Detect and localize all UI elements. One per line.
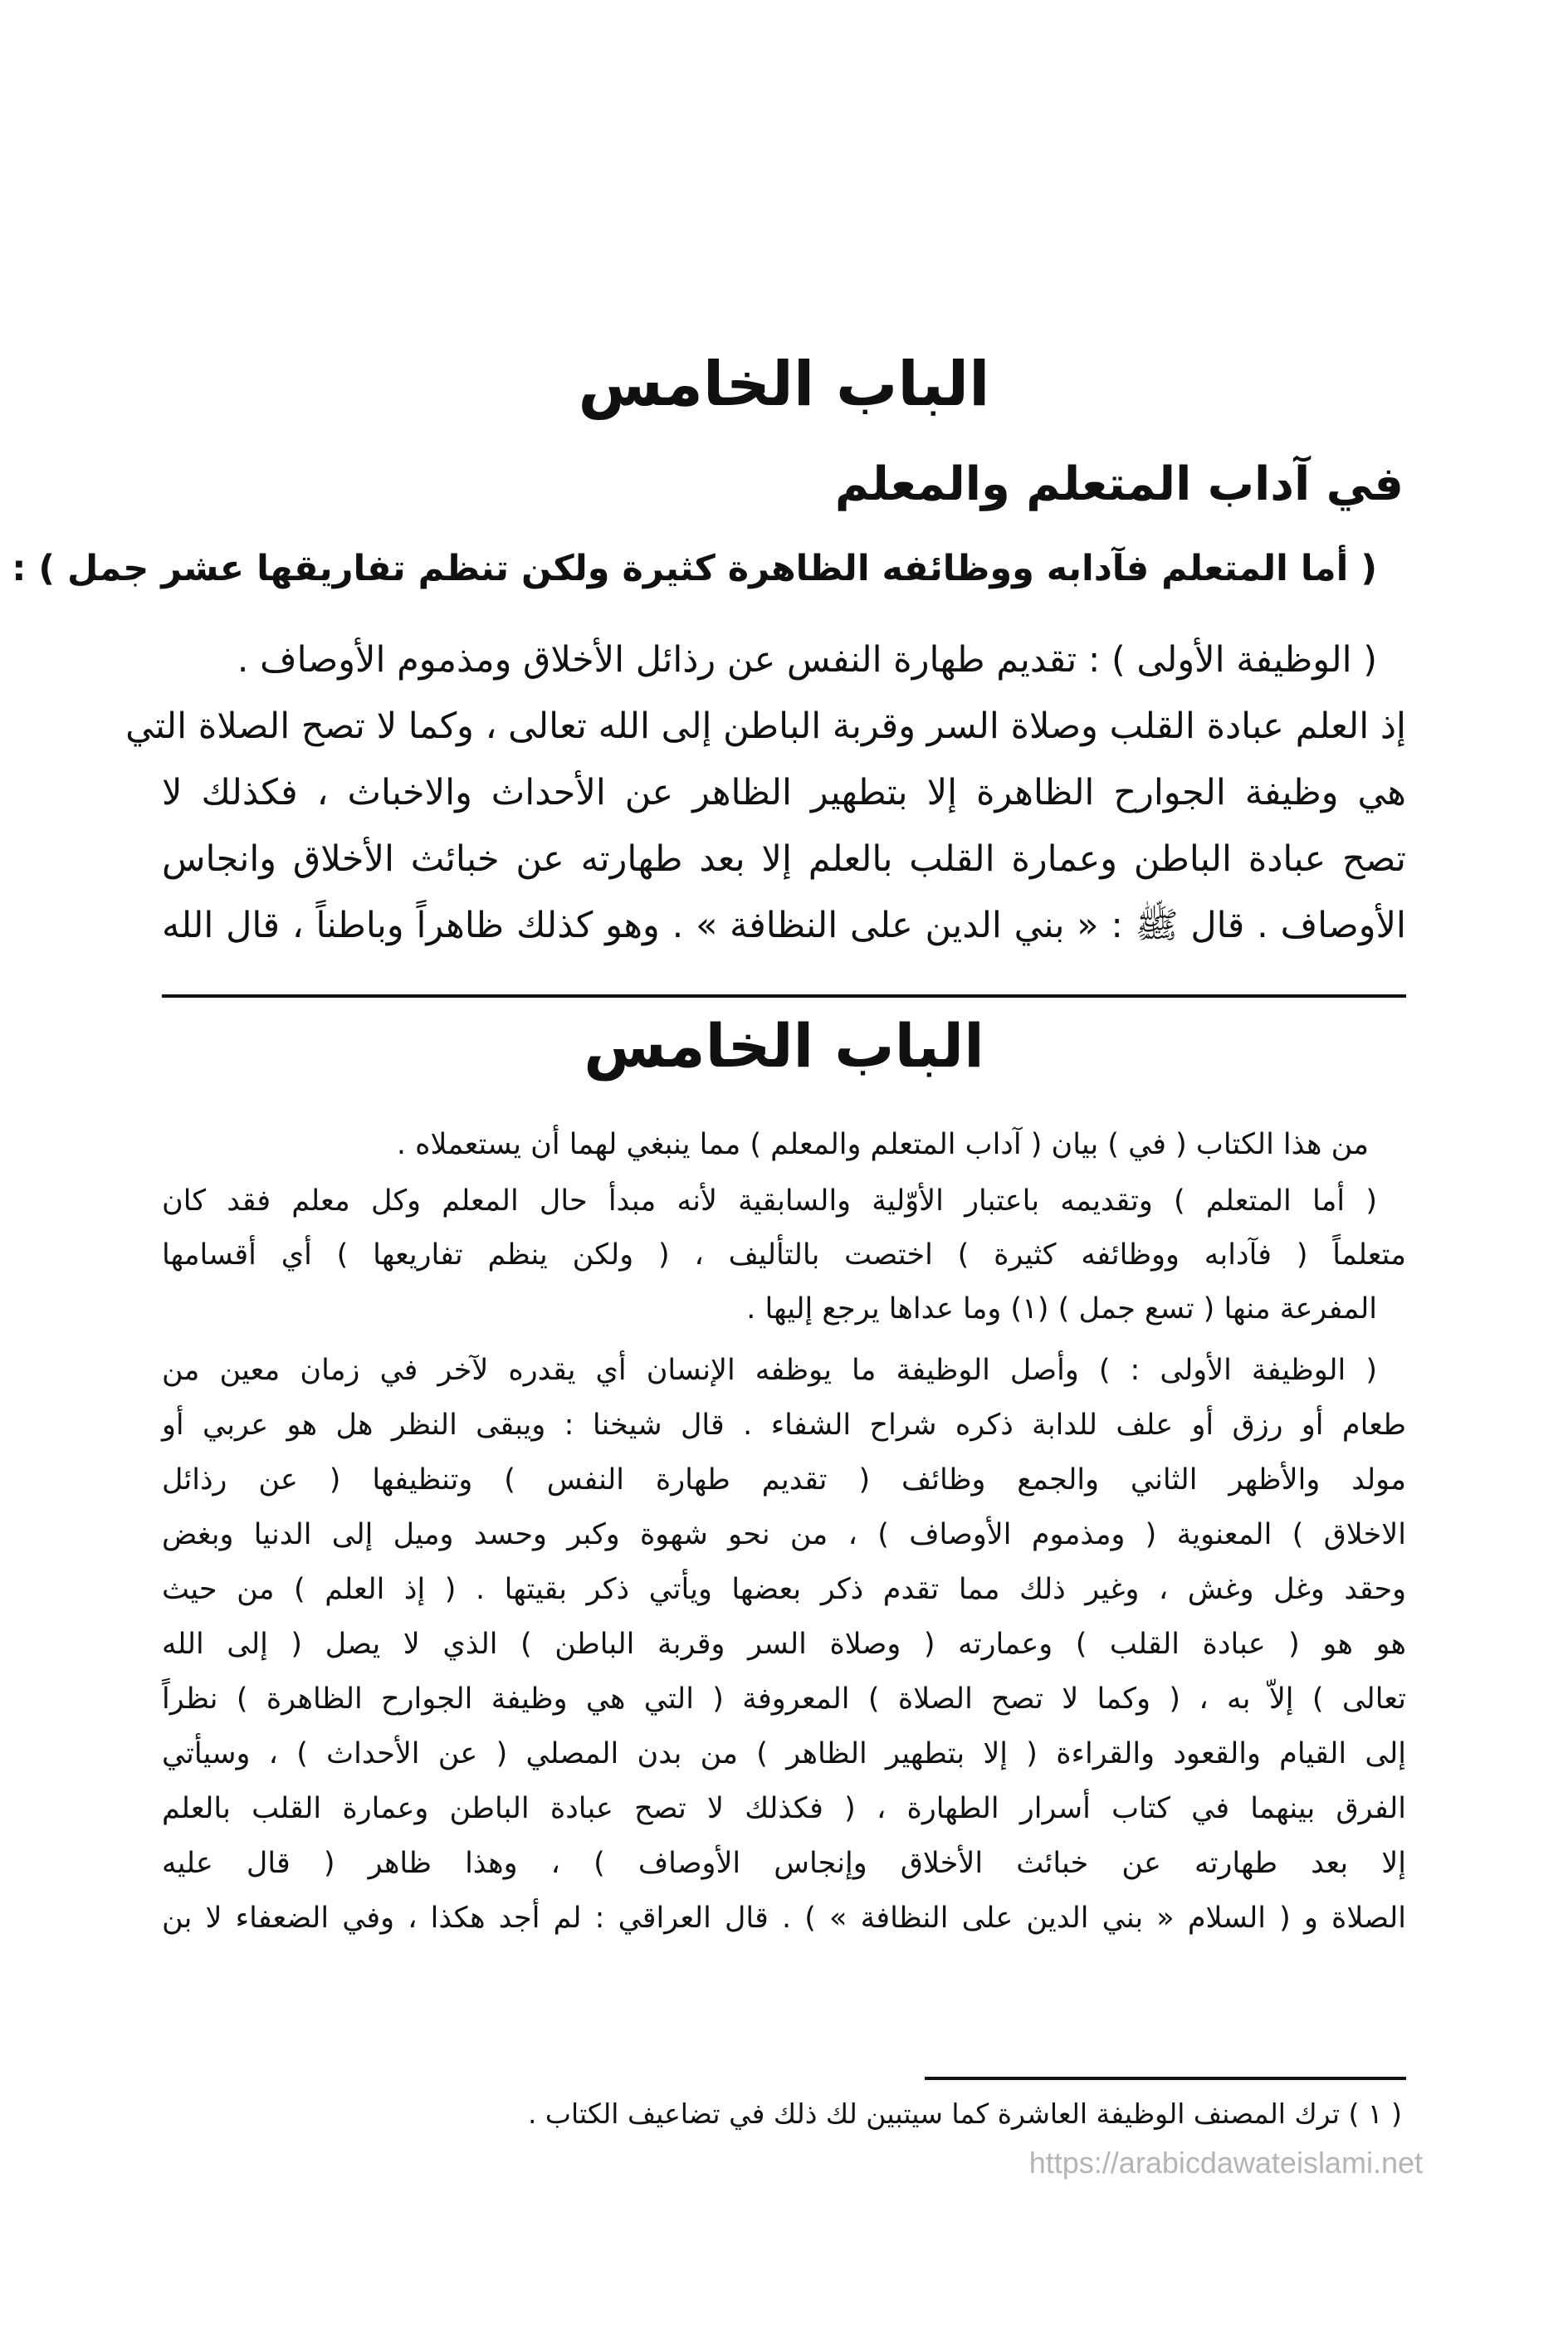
- main-text-line: ( الوظيفة الأولى ) : تقديم طهارة النفس عن رذائل الأخلاق ومذموم الأوصاف .: [237, 639, 1377, 681]
- footnote: ( ١ ) ترك المصنف الوظيفة العاشرة كما سيتبين لك ذلك في تضاعيف الكتاب .: [527, 2097, 1402, 2130]
- commentary-line: طعام أو رزق أو علف للدابة ذكره شراح الشفاء . قال شيخنا : ويبقى النظر هل هو عربي أو: [162, 1409, 1406, 1442]
- commentary-line: إلا بعد طهارته عن خبائث الأخلاق وإنجاس الأوصاف ) ، وهذا ظاهر ( قال عليه: [162, 1847, 1406, 1880]
- main-text-line: الأوصاف . قال ﷺ : « بني الدين على النظافة » . وهو كذلك ظاهراً وباطناً ، قال الله: [162, 905, 1406, 946]
- main-text-line: ( أما المتعلم فآدابه ووظائفه الظاهرة كثيرة ولكن تنظم تفاريقها عشر جمل ) :: [12, 548, 1377, 589]
- commentary-line: إلى القيام والقعود والقراءة ( إلا بتطهير الظاهر ) من بدن المصلي ( عن الأحداث ) ، وسيأتي: [162, 1737, 1406, 1770]
- commentary-line: الصلاة و ( السلام « بني الدين على النظافة » ) . قال العراقي : لم أجد هكذا ، وفي الضعفاء لا بن: [162, 1902, 1406, 1935]
- commentary-line: وحقد وغل وغش ، وغير ذلك مما تقدم ذكر بعضها ويأتي ذكر بقيتها . ( إذ العلم ) من حيث: [162, 1573, 1406, 1606]
- commentary-line: تعالى ) إلاّ به ، ( وكما لا تصح الصلاة ) المعروفة ( التي هي وظيفة الجوارح الظاهرة ) نظراً: [162, 1682, 1406, 1716]
- commentary-line: متعلماً ( فآدابه ووظائفه كثيرة ) اختصت بالتأليف ، ( ولكن ينظم تفاريعها ) أي أقسامها: [162, 1238, 1406, 1272]
- main-text-line: إذ العلم عبادة القلب وصلاة السر وقربة الباطن إلى الله تعالى ، وكما لا تصح الصلاة التي: [125, 706, 1406, 747]
- commentary-line: هو هو ( عبادة القلب ) وعمارته ( وصلاة السر وقربة الباطن ) الذي لا يصل ( إلى الله: [162, 1628, 1406, 1661]
- watermark-url: https://arabicdawateislami.net: [1028, 2146, 1423, 2180]
- commentary-line: ( أما المتعلم ) وتقديمه باعتبار الأوّلية والسابقية لأنه مبدأ حال المعلم وكل معلم فقد كان: [162, 1184, 1377, 1218]
- commentary-line: مولد والأظهر الثاني والجمع وظائف ( تقديم طهارة النفس ) وتنظيفها ( عن رذائل: [162, 1463, 1406, 1497]
- main-text-line: هي وظيفة الجوارح الظاهرة إلا بتطهير الظاهر عن الأحداث والاخباث ، فكذلك لا: [162, 772, 1406, 813]
- chapter-heading: الباب الخامس: [578, 349, 990, 420]
- commentary-line: الاخلاق ) المعنوية ( ومذموم الأوصاف ) ، من نحو شهوة وكبر وحسد وميل إلى الدنيا وبغض: [162, 1518, 1406, 1551]
- commentary-line: المفرعة منها ( تسع جمل ) (١) وما عداها يرجع إليها .: [746, 1292, 1377, 1326]
- commentary-heading: الباب الخامس: [584, 1011, 984, 1081]
- commentary-line: من هذا الكتاب ( في ) بيان ( آداب المتعلم والمعلم ) مما ينبغي لهما أن يستعملاه .: [396, 1128, 1369, 1161]
- commentary-line: ( الوظيفة الأولى : ) وأصل الوظيفة ما يوظفه الإنسان أي يقدره لآخر في زمان معين من: [162, 1354, 1377, 1387]
- main-text-line: تصح عبادة الباطن وعمارة القلب بالعلم إلا بعد طهارته عن خبائث الأخلاق وانجاس: [162, 838, 1406, 880]
- chapter-subheading: في آداب المتعلم والمعلم: [834, 457, 1404, 511]
- section-divider: [162, 994, 1406, 998]
- footnote-divider: [925, 2077, 1406, 2080]
- commentary-line: الفرق بينهما في كتاب أسرار الطهارة ، ( فكذلك لا تصح عبادة الباطن وعمارة القلب بالعلم: [162, 1792, 1406, 1825]
